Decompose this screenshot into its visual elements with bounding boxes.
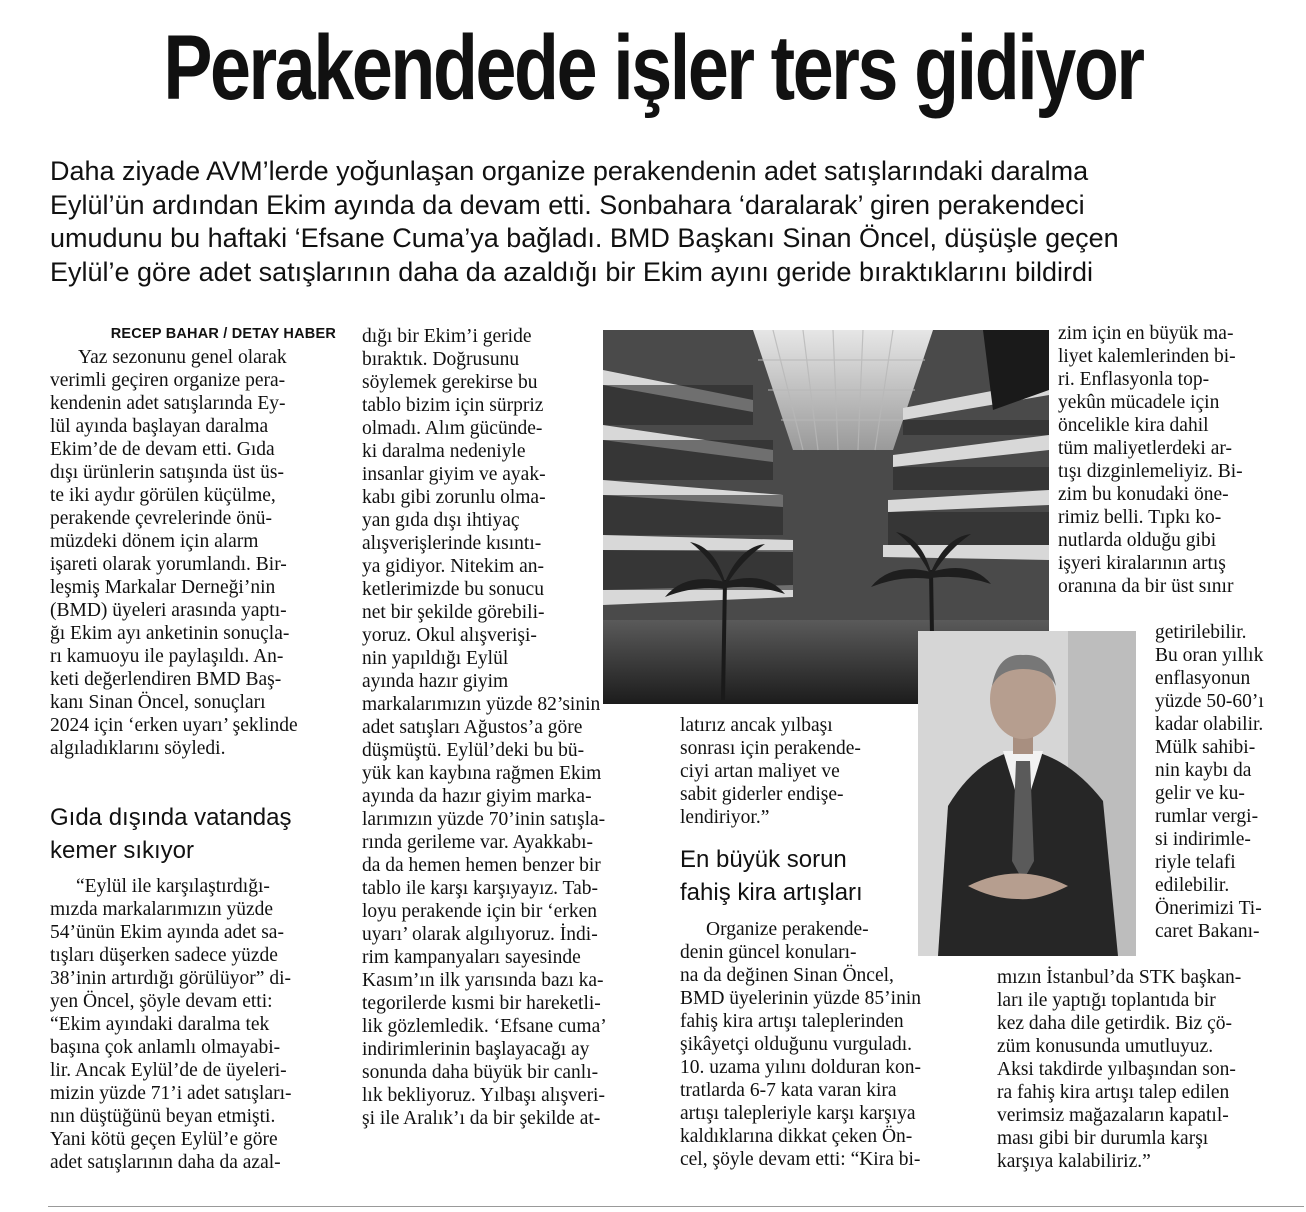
- subhead-2: [680, 843, 915, 909]
- spot-line: umudunu bu haftaki ‘Efsane Cuma’ya bağladı. BMD Başkanı Sinan Öncel, düşüşle geçen: [50, 223, 1119, 253]
- text-line: kaldıklarına dikkat çeken Ön-: [680, 1126, 913, 1147]
- text-line: rı kamuoyu ile paylaşıldı. An-: [50, 646, 284, 667]
- text-line: işyeri kiralarının artış: [1058, 553, 1226, 574]
- text-line: tablo bizim için sürpriz: [362, 395, 544, 416]
- text-line: zim bu konudaki öne-: [1058, 484, 1229, 505]
- text-line: rimiz belli. Tıpkı ko-: [1058, 507, 1222, 528]
- text-line: keti değerlendiren BMD Baş-: [50, 669, 282, 690]
- text-line: mızın İstanbul’da STK başkan-: [997, 967, 1242, 988]
- text-line: tratlarda 6-7 kata varan kira: [680, 1080, 897, 1101]
- portrait-photo: [918, 631, 1136, 956]
- text-line: tışı dizginlemeliyiz. Bi-: [1058, 461, 1243, 482]
- text-line: oranına da bir üst sınır: [1058, 576, 1234, 597]
- headline: Perakendede işler ters gidiyor: [163, 17, 1143, 119]
- text-line: getirilebilir.: [1155, 622, 1247, 643]
- text-line: lendiriyor.”: [680, 807, 770, 828]
- text-line: algıladıklarını söyledi.: [50, 738, 226, 759]
- text-line: insanlar giyim ve ayak-: [362, 464, 546, 485]
- text-line: lık bekliyoruz. Yılbaşı alışveri-: [362, 1085, 605, 1106]
- text-line: rında gerileme var. Ayakkabı-: [362, 832, 594, 853]
- text-line: bıraktık. Doğrusunu: [362, 349, 520, 370]
- text-line: dığı bir Ekim’i geride: [362, 326, 532, 347]
- text-line: adet satışları Ağustos’a göre: [362, 717, 583, 738]
- text-line: da da hemen hemen benzer bir: [362, 855, 601, 876]
- text-line: ğı Ekim ayı anketinin sonuçla-: [50, 623, 290, 644]
- text-line: latırız ancak yılbaşı: [680, 715, 833, 736]
- subhead-line: kemer sıkıyor: [50, 837, 195, 864]
- text-line: na da değinen Sinan Öncel,: [680, 965, 894, 986]
- text-line: sonrası için perakende-: [680, 738, 861, 759]
- text-line: Aksi takdirde yılbaşından son-: [997, 1059, 1236, 1080]
- text-line: verimsiz mağazaların kapatıl-: [997, 1105, 1229, 1126]
- text-line: Yaz sezonunu genel olarak: [78, 347, 287, 368]
- text-line: olmadı. Alım gücünde-: [362, 418, 543, 439]
- text-line: ciyi artan maliyet ve: [680, 761, 840, 782]
- text-line: Organize perakende-: [706, 919, 869, 940]
- text-line: ra fahiş kira artışı talep edilen: [997, 1082, 1230, 1103]
- text-line: müzdeki dönem için alarm: [50, 531, 259, 552]
- spot-paragraph: [50, 155, 1300, 289]
- text-line: yüzde 50-60’ı: [1155, 691, 1264, 712]
- text-line: lir. Ancak Eylül’de de üyeleri-: [50, 1060, 287, 1081]
- subhead-1: [50, 801, 340, 867]
- text-line: ayında hazır giyim: [362, 671, 509, 692]
- text-line: ayında da hazır giyim marka-: [362, 786, 592, 807]
- text-line: uyarı’ olarak algılıyoruz. İndi-: [362, 924, 598, 945]
- spot-line: Eylül’ün ardından Ekim ayında da devam etti. Sonbahara ‘daralarak’ giren perakendeci: [50, 189, 1085, 220]
- text-line: Bu oran yıllık: [1155, 645, 1264, 666]
- text-line: sonunda daha büyük bir canlı-: [362, 1062, 599, 1083]
- text-line: cel, şöyle devam etti: “Kira bi-: [680, 1149, 921, 1170]
- text-line: “Eylül ile karşılaştırdığı-: [76, 876, 270, 897]
- byline: RECEP BAHAR / DETAY HABER: [110, 326, 336, 342]
- text-line: ri. Enflasyonla top-: [1058, 369, 1210, 390]
- text-line: tışları düşerken sadece yüzde: [50, 945, 278, 966]
- text-line: fahiş kira artışı taleplerinden: [680, 1011, 904, 1032]
- text-line: işareti olarak yorumlandı. Bir-: [50, 554, 287, 575]
- text-line: tegorilerde kısmi bir hareketli-: [362, 993, 601, 1014]
- text-line: riyle telafi: [1155, 852, 1236, 873]
- text-line: sabit giderler endişe-: [680, 784, 844, 805]
- text-line: leşmiş Markalar Derneği’nin: [50, 577, 276, 598]
- text-line: züm konusunda umutluyuz.: [997, 1036, 1214, 1057]
- portrait-illustration: [918, 631, 1136, 956]
- text-line: başına çok anlamlı olmayabi-: [50, 1037, 281, 1058]
- text-line: lül ayında başlayan daralma: [50, 416, 269, 437]
- text-line: 38’inin artırdığı görülüyor” di-: [50, 968, 291, 989]
- text-line: kanı Sinan Öncel, sonuçları: [50, 692, 266, 713]
- text-line: yen Öncel, şöyle devam etti:: [50, 991, 273, 1012]
- column-1-continued: [50, 875, 340, 1174]
- text-line: tablo ile karşı karşıyayız. Tab-: [362, 878, 598, 899]
- text-line: yoruz. Okul alışverişi-: [362, 625, 537, 646]
- text-line: 54’ünün Ekim ayında adet sa-: [50, 922, 284, 943]
- text-line: 2024 için ‘erken uyarı’ şeklinde: [50, 715, 298, 736]
- text-line: mızda markalarımızın yüzde: [50, 899, 274, 920]
- spot-line: Daha ziyade AVM’lerde yoğunlaşan organize perakendenin adet satışlarındaki daralma: [50, 156, 1089, 186]
- column-3: [680, 714, 915, 829]
- text-line: ya gidiyor. Nitekim an-: [362, 556, 544, 577]
- text-line: dışı ürünlerin satışında üst üs-: [50, 462, 284, 483]
- text-line: alışverişlerinde kısıntı-: [362, 533, 542, 554]
- bottom-rule: [48, 1206, 1304, 1207]
- text-line: zim için en büyük ma-: [1058, 323, 1234, 344]
- text-line: ketlerimizde bu sonucu: [362, 579, 544, 600]
- subhead-line: Gıda dışında vatandaş: [50, 804, 292, 831]
- text-line: net bir şekilde görebili-: [362, 602, 545, 623]
- text-line: öncelikle kira dahil: [1058, 415, 1209, 436]
- column-4: [1058, 322, 1298, 598]
- text-line: 10. uzama yılını dolduran kon-: [680, 1057, 921, 1078]
- text-line: yan gıda dışı ihtiyaç: [362, 510, 520, 531]
- text-line: adet satışlarının daha da azal-: [50, 1152, 281, 1173]
- text-line: şikâyetçi olduğunu vurguladı.: [680, 1034, 912, 1055]
- text-line: nin kaybı da: [1155, 760, 1252, 781]
- text-line: kadar olabilir.: [1155, 714, 1264, 735]
- text-line: gelir ve ku-: [1155, 783, 1245, 804]
- text-line: indirimlerinin başlayacağı ay: [362, 1039, 590, 1060]
- text-line: yük kan kaybına rağmen Ekim: [362, 763, 602, 784]
- subhead-line: En büyük sorun: [680, 846, 847, 873]
- text-line: te iki aydır görülen küçülme,: [50, 485, 276, 506]
- column-1-paragraph: [50, 346, 340, 760]
- column-3-paragraph: [680, 714, 915, 829]
- text-line: yekûn mücadele için: [1058, 392, 1220, 413]
- text-line: nin yapıldığı Eylül: [362, 648, 509, 669]
- text-line: mizin yüzde 71’i adet satışları-: [50, 1083, 292, 1104]
- column-4-paragraph: [1058, 322, 1298, 598]
- text-line: verimli geçiren organize pera-: [50, 370, 286, 391]
- text-line: rumlar vergi-: [1155, 806, 1259, 827]
- text-line: Mülk sahibi-: [1155, 737, 1256, 758]
- text-line: caret Bakanı-: [1155, 921, 1260, 942]
- text-line: karşıya kalabiliriz.”: [997, 1151, 1151, 1172]
- column-4-wrap: [1155, 621, 1300, 943]
- text-line: Kasım’ın ilk yarısında bazı ka-: [362, 970, 604, 991]
- column-4-bottom: [997, 966, 1302, 1173]
- text-line: enflasyonun: [1155, 668, 1251, 689]
- text-line: “Ekim ayındaki daralma tek: [50, 1014, 270, 1035]
- text-line: söylemek gerekirse bu: [362, 372, 538, 393]
- text-line: düşmüştü. Eylül’deki bu bü-: [362, 740, 585, 761]
- text-line: kabı gibi zorunlu olma-: [362, 487, 546, 508]
- text-line: (BMD) üyeleri arasında yaptı-: [50, 600, 287, 621]
- text-line: perakende çevrelerinde önü-: [50, 508, 272, 529]
- text-line: tüm maliyetlerdeki ar-: [1058, 438, 1232, 459]
- column-4-paragraph-2: [1155, 621, 1300, 943]
- text-line: liyet kalemlerinden bi-: [1058, 346, 1236, 367]
- spot-line: Eylül’e göre adet satışlarının daha da azaldığı bir Ekim ayını geride bıraktıklarını bildirdi: [50, 256, 1094, 287]
- column-1: [50, 323, 340, 760]
- text-line: artışı talepleriyle karşı karşıya: [680, 1103, 916, 1124]
- text-line: ki daralma nedeniyle: [362, 441, 526, 462]
- text-line: markalarımızın yüzde 82’sinin: [362, 694, 601, 715]
- column-1-paragraph-2: [50, 875, 340, 1174]
- text-line: Yani kötü geçen Eylül’e göre: [50, 1129, 278, 1150]
- text-line: kez daha dile getirdik. Biz çö-: [997, 1013, 1232, 1034]
- text-line: ları ile yaptığı toplantıda bir: [997, 990, 1216, 1011]
- text-line: Ekim’de de devam etti. Gıda: [50, 439, 275, 460]
- text-line: lik gözlemledik. ‘Efsane cuma’: [362, 1016, 607, 1037]
- text-line: ması gibi bir durumla karşı: [997, 1128, 1209, 1149]
- column-4-paragraph-3: [997, 966, 1302, 1173]
- text-line: nutlarda olduğu gibi: [1058, 530, 1217, 551]
- text-line: denin güncel konuları-: [680, 942, 857, 963]
- text-line: nın düştüğünü beyan etmişti.: [50, 1106, 276, 1127]
- text-line: edilebilir.: [1155, 875, 1230, 896]
- text-line: Önerimizi Ti-: [1155, 898, 1262, 919]
- text-line: si indirimle-: [1155, 829, 1251, 850]
- subhead-line: fahiş kira artışları: [680, 879, 863, 906]
- text-line: loyu perakende için bir ‘erken: [362, 901, 597, 922]
- text-line: BMD üyelerinin yüzde 85’inin: [680, 988, 921, 1009]
- text-line: rim kampanyaları sayesinde: [362, 947, 581, 968]
- text-line: larımızın yüzde 70’inin satışla-: [362, 809, 606, 830]
- text-line: şi ile Aralık’ı da bir şekilde at-: [362, 1108, 601, 1129]
- text-line: kendenin adet satışlarında Ey-: [50, 393, 286, 414]
